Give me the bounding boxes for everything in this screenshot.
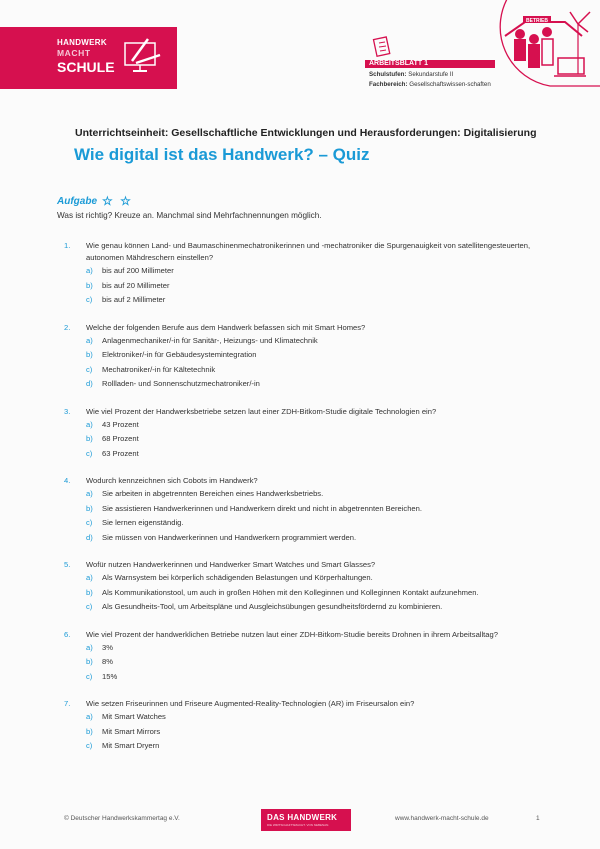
question-number: 3. bbox=[64, 406, 71, 416]
task-label: Aufgabe bbox=[57, 195, 97, 207]
teaching-unit: Unterrichtseinheit: Gesellschaftliche Entwicklungen und Herausforderungen: Digitalisierung bbox=[75, 127, 537, 139]
question bbox=[64, 698, 544, 754]
page-number: 1 bbox=[536, 815, 540, 822]
answer-option[interactable]: c) Sie lernen eigenständig. bbox=[86, 518, 184, 527]
answer-option[interactable]: a) Als Warnsystem bei körperlich schädigenden Belastungen und Körperhaltungen. bbox=[86, 573, 373, 582]
answer-option[interactable]: c) bis auf 2 Millimeter bbox=[86, 295, 166, 304]
question-text: Wie viel Prozent der Handwerksbetriebe setzen laut einer ZDH-Bitkom-Studie digitale Technologien ein? bbox=[86, 406, 437, 416]
question bbox=[64, 322, 544, 392]
worksheet-icon bbox=[372, 36, 392, 58]
answer-option[interactable]: c) 63 Prozent bbox=[86, 448, 139, 458]
question bbox=[64, 406, 544, 462]
answer-option[interactable]: b) bis auf 20 Millimeter bbox=[86, 280, 170, 290]
answer-option[interactable]: b) Elektroniker/-in für Gebäudesystemintegration bbox=[86, 350, 257, 359]
answer-option[interactable]: c) Als Gesundheits-Tool, um Arbeitspläne und Ausgleichsübungen gesundheitsfördernd zu kombinieren. bbox=[86, 602, 443, 611]
website-link[interactable]: www.handwerk-macht-schule.de bbox=[395, 815, 489, 822]
answer-option[interactable]: d) Sie müssen von Handwerkerinnen und Handwerkern programmiert werden. bbox=[86, 532, 357, 542]
question bbox=[64, 240, 544, 308]
question-number: 4. bbox=[64, 476, 71, 485]
monitor-tools-icon bbox=[122, 35, 166, 77]
question bbox=[64, 559, 544, 615]
logo-line-3: SCHULE bbox=[57, 58, 115, 75]
worksheet-meta bbox=[369, 70, 499, 89]
meta-school-level: Schulstufen: Sekundarstufe II bbox=[369, 71, 454, 78]
worksheet-label: ARBEITSBLATT 1 bbox=[365, 60, 495, 68]
answer-option[interactable]: a) bis auf 200 Millimeter bbox=[86, 266, 174, 275]
question-text: Wie setzen Friseurinnen und Friseure Augmented-Reality-Technologien (AR) im Friseursalon ein? bbox=[86, 699, 415, 708]
question-number: 1. bbox=[64, 241, 71, 250]
answer-option[interactable]: a) 3% bbox=[86, 642, 113, 652]
question-text: Welche der folgenden Berufe aus dem Handwerk befassen sich mit Smart Homes? bbox=[86, 322, 366, 332]
answer-option[interactable]: b) 68 Prozent bbox=[86, 434, 139, 443]
das-handwerk-logo: DAS HANDWERK DIE WIRTSCHAFTSMACHT. VON NEBENAN. bbox=[261, 809, 351, 831]
question bbox=[64, 475, 544, 545]
answer-option[interactable]: a) Sie arbeiten in abgetrennten Bereichen eines Handwerksbetriebs. bbox=[86, 489, 324, 498]
question-text: Wie genau können Land- und Baumaschinenmechatronikerinnen und -mechatroniker die Spurgenauigkeit von satellitengesteuerten, autonomen Mähdreschern einstellen? bbox=[86, 241, 531, 262]
logo-line-2: MACHT bbox=[57, 48, 91, 58]
answer-option[interactable]: a) 43 Prozent bbox=[86, 419, 139, 429]
question-number: 2. bbox=[64, 322, 71, 332]
answer-option[interactable]: b) Als Kommunikationstool, um auch in großen Höhen mit den Kolleginnen und Kolleginnen Kontakt aufzunehmen. bbox=[86, 587, 479, 597]
answer-option[interactable]: a) Anlagenmechaniker/-in für Sanitär-, Heizungs- und Klimatechnik bbox=[86, 335, 318, 345]
question-number: 5. bbox=[64, 560, 71, 569]
answer-option[interactable]: d) Rollladen- und Sonnenschutzmechatroniker/-in bbox=[86, 379, 260, 388]
question-list bbox=[64, 240, 544, 768]
logo-line-1: HANDWERK bbox=[57, 38, 107, 47]
meta-subject: Fachbereich: Gesellschaftswissen-schaften bbox=[369, 80, 491, 88]
answer-option[interactable]: a) Mit Smart Watches bbox=[86, 712, 166, 721]
business-illustration-icon bbox=[490, 0, 600, 94]
answer-option[interactable]: b) Sie assistieren Handwerkerinnen und Handwerkern direkt und nicht in abgetrennten Bereichen. bbox=[86, 503, 422, 513]
question-number: 6. bbox=[64, 629, 71, 639]
question-text: Wie viel Prozent der handwerklichen Betriebe nutzen laut einer ZDH-Bitkom-Studie bereits Drohnen in ihrem Arbeitsalltag? bbox=[86, 629, 498, 639]
star-icon: ☆ ☆ bbox=[102, 194, 133, 208]
handwerk-macht-schule-logo bbox=[0, 27, 177, 89]
question-number: 7. bbox=[64, 699, 71, 708]
page-footer bbox=[0, 808, 600, 838]
answer-option[interactable]: c) 15% bbox=[86, 671, 118, 681]
answer-option[interactable]: c) Mit Smart Dryern bbox=[86, 741, 160, 750]
question-text: Wofür nutzen Handwerkerinnen und Handwerker Smart Watches und Smart Glasses? bbox=[86, 560, 376, 569]
task-heading bbox=[57, 194, 133, 208]
answer-option[interactable]: b) 8% bbox=[86, 657, 113, 666]
page-title: Wie digital ist das Handwerk? – Quiz bbox=[74, 145, 370, 164]
svg-text:BETRIEB: BETRIEB bbox=[526, 18, 548, 24]
answer-option[interactable]: c) Mechatroniker/-in für Kältetechnik bbox=[86, 364, 216, 374]
copyright: © Deutscher Handwerkskammertag e.V. bbox=[64, 815, 180, 822]
question bbox=[64, 629, 544, 685]
question-text: Wodurch kennzeichnen sich Cobots im Handwerk? bbox=[86, 476, 258, 485]
task-instruction: Was ist richtig? Kreuze an. Manchmal sind Mehrfachnennungen möglich. bbox=[57, 211, 322, 220]
answer-option[interactable]: b) Mit Smart Mirrors bbox=[86, 726, 161, 736]
